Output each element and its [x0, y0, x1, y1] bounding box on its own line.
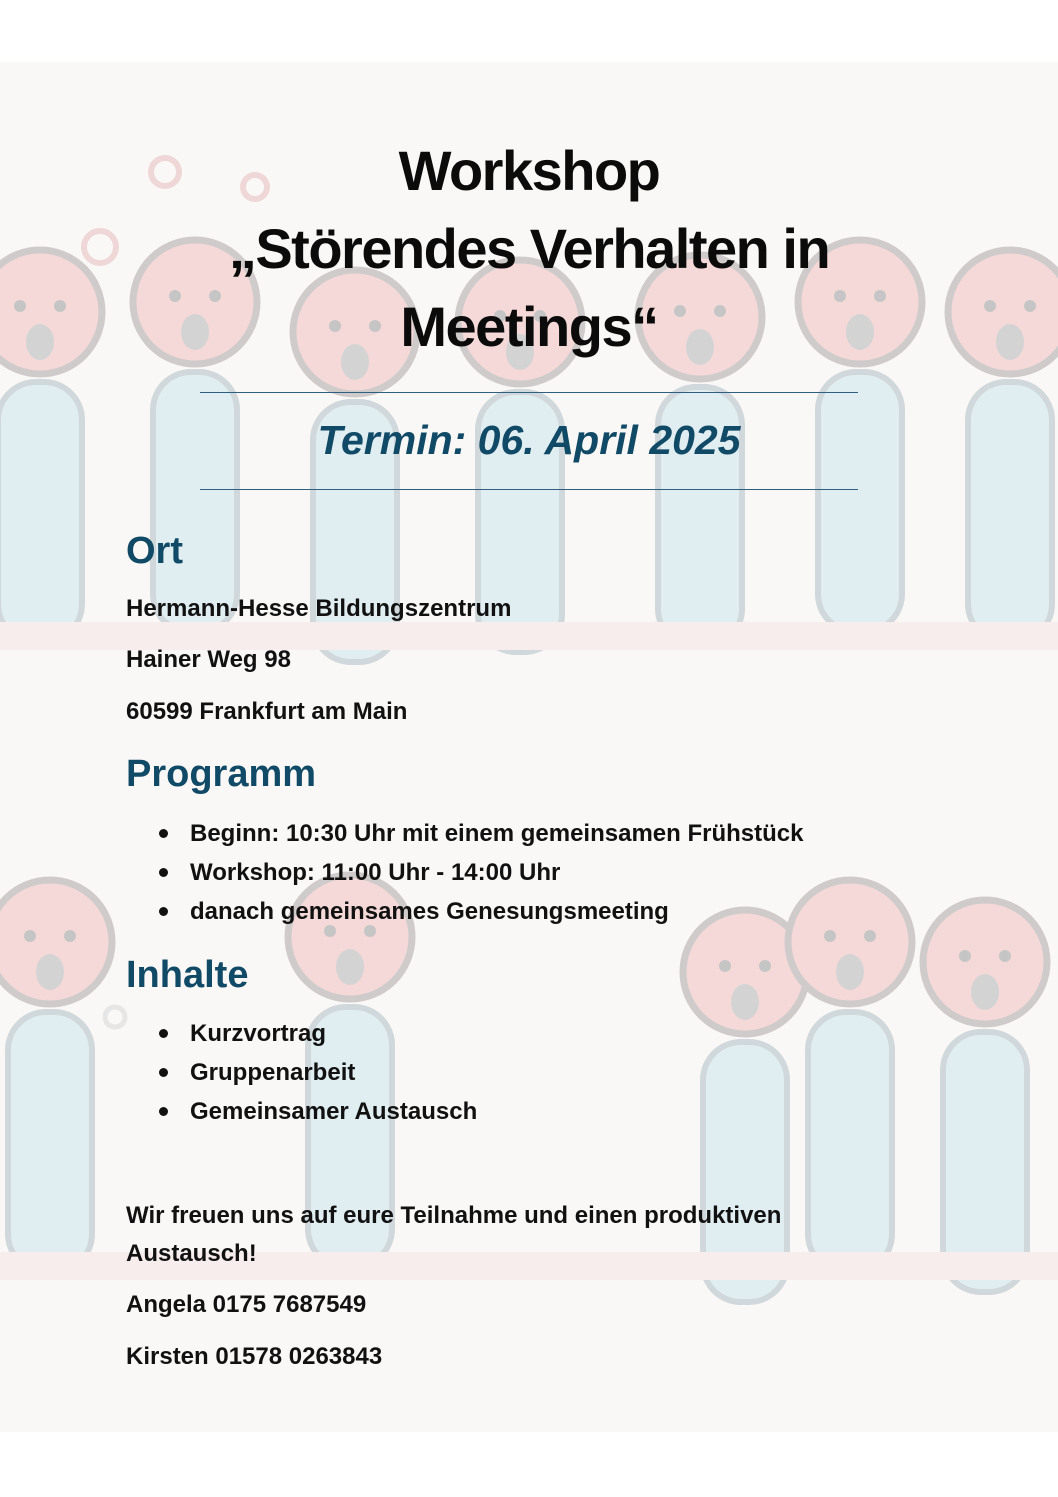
title-line-3: Meetings“: [400, 295, 658, 358]
divider-bottom: [200, 489, 858, 490]
inhalte-list: [126, 1014, 477, 1131]
ort-line-3: 60599 Frankfurt am Main: [126, 698, 408, 725]
heading-inhalte: Inhalte: [126, 954, 249, 996]
list-item: Gruppenarbeit: [126, 1053, 477, 1092]
heading-programm: Programm: [126, 753, 317, 795]
closing-text: Wir freuen uns auf eure Teilnahme und einen produktiven Austausch!: [126, 1202, 782, 1267]
list-item: danach gemeinsames Genesungsmeeting: [126, 892, 804, 931]
title-line-2: „Störendes Verhalten in: [228, 217, 830, 280]
page-title: [150, 132, 908, 366]
title-line-1: Workshop: [398, 139, 660, 202]
contact-kirsten: Kirsten 01578 0263843: [126, 1343, 383, 1370]
contact-angela: Angela 0175 7687549: [126, 1291, 367, 1318]
ort-line-1: Hermann-Hesse Bildungszentrum: [126, 595, 512, 622]
ort-line-2: Hainer Weg 98: [126, 646, 291, 673]
list-item: Gemeinsamer Austausch: [126, 1092, 477, 1131]
list-item: Kurzvortrag: [126, 1014, 477, 1053]
divider-top: [200, 392, 858, 393]
termin-date: Termin: 06. April 2025: [317, 417, 741, 463]
list-item: Workshop: 11:00 Uhr - 14:00 Uhr: [126, 853, 804, 892]
heading-ort: Ort: [126, 530, 183, 572]
list-item: Beginn: 10:30 Uhr mit einem gemeinsamen Frühstück: [126, 814, 804, 853]
programm-list: [126, 814, 804, 931]
